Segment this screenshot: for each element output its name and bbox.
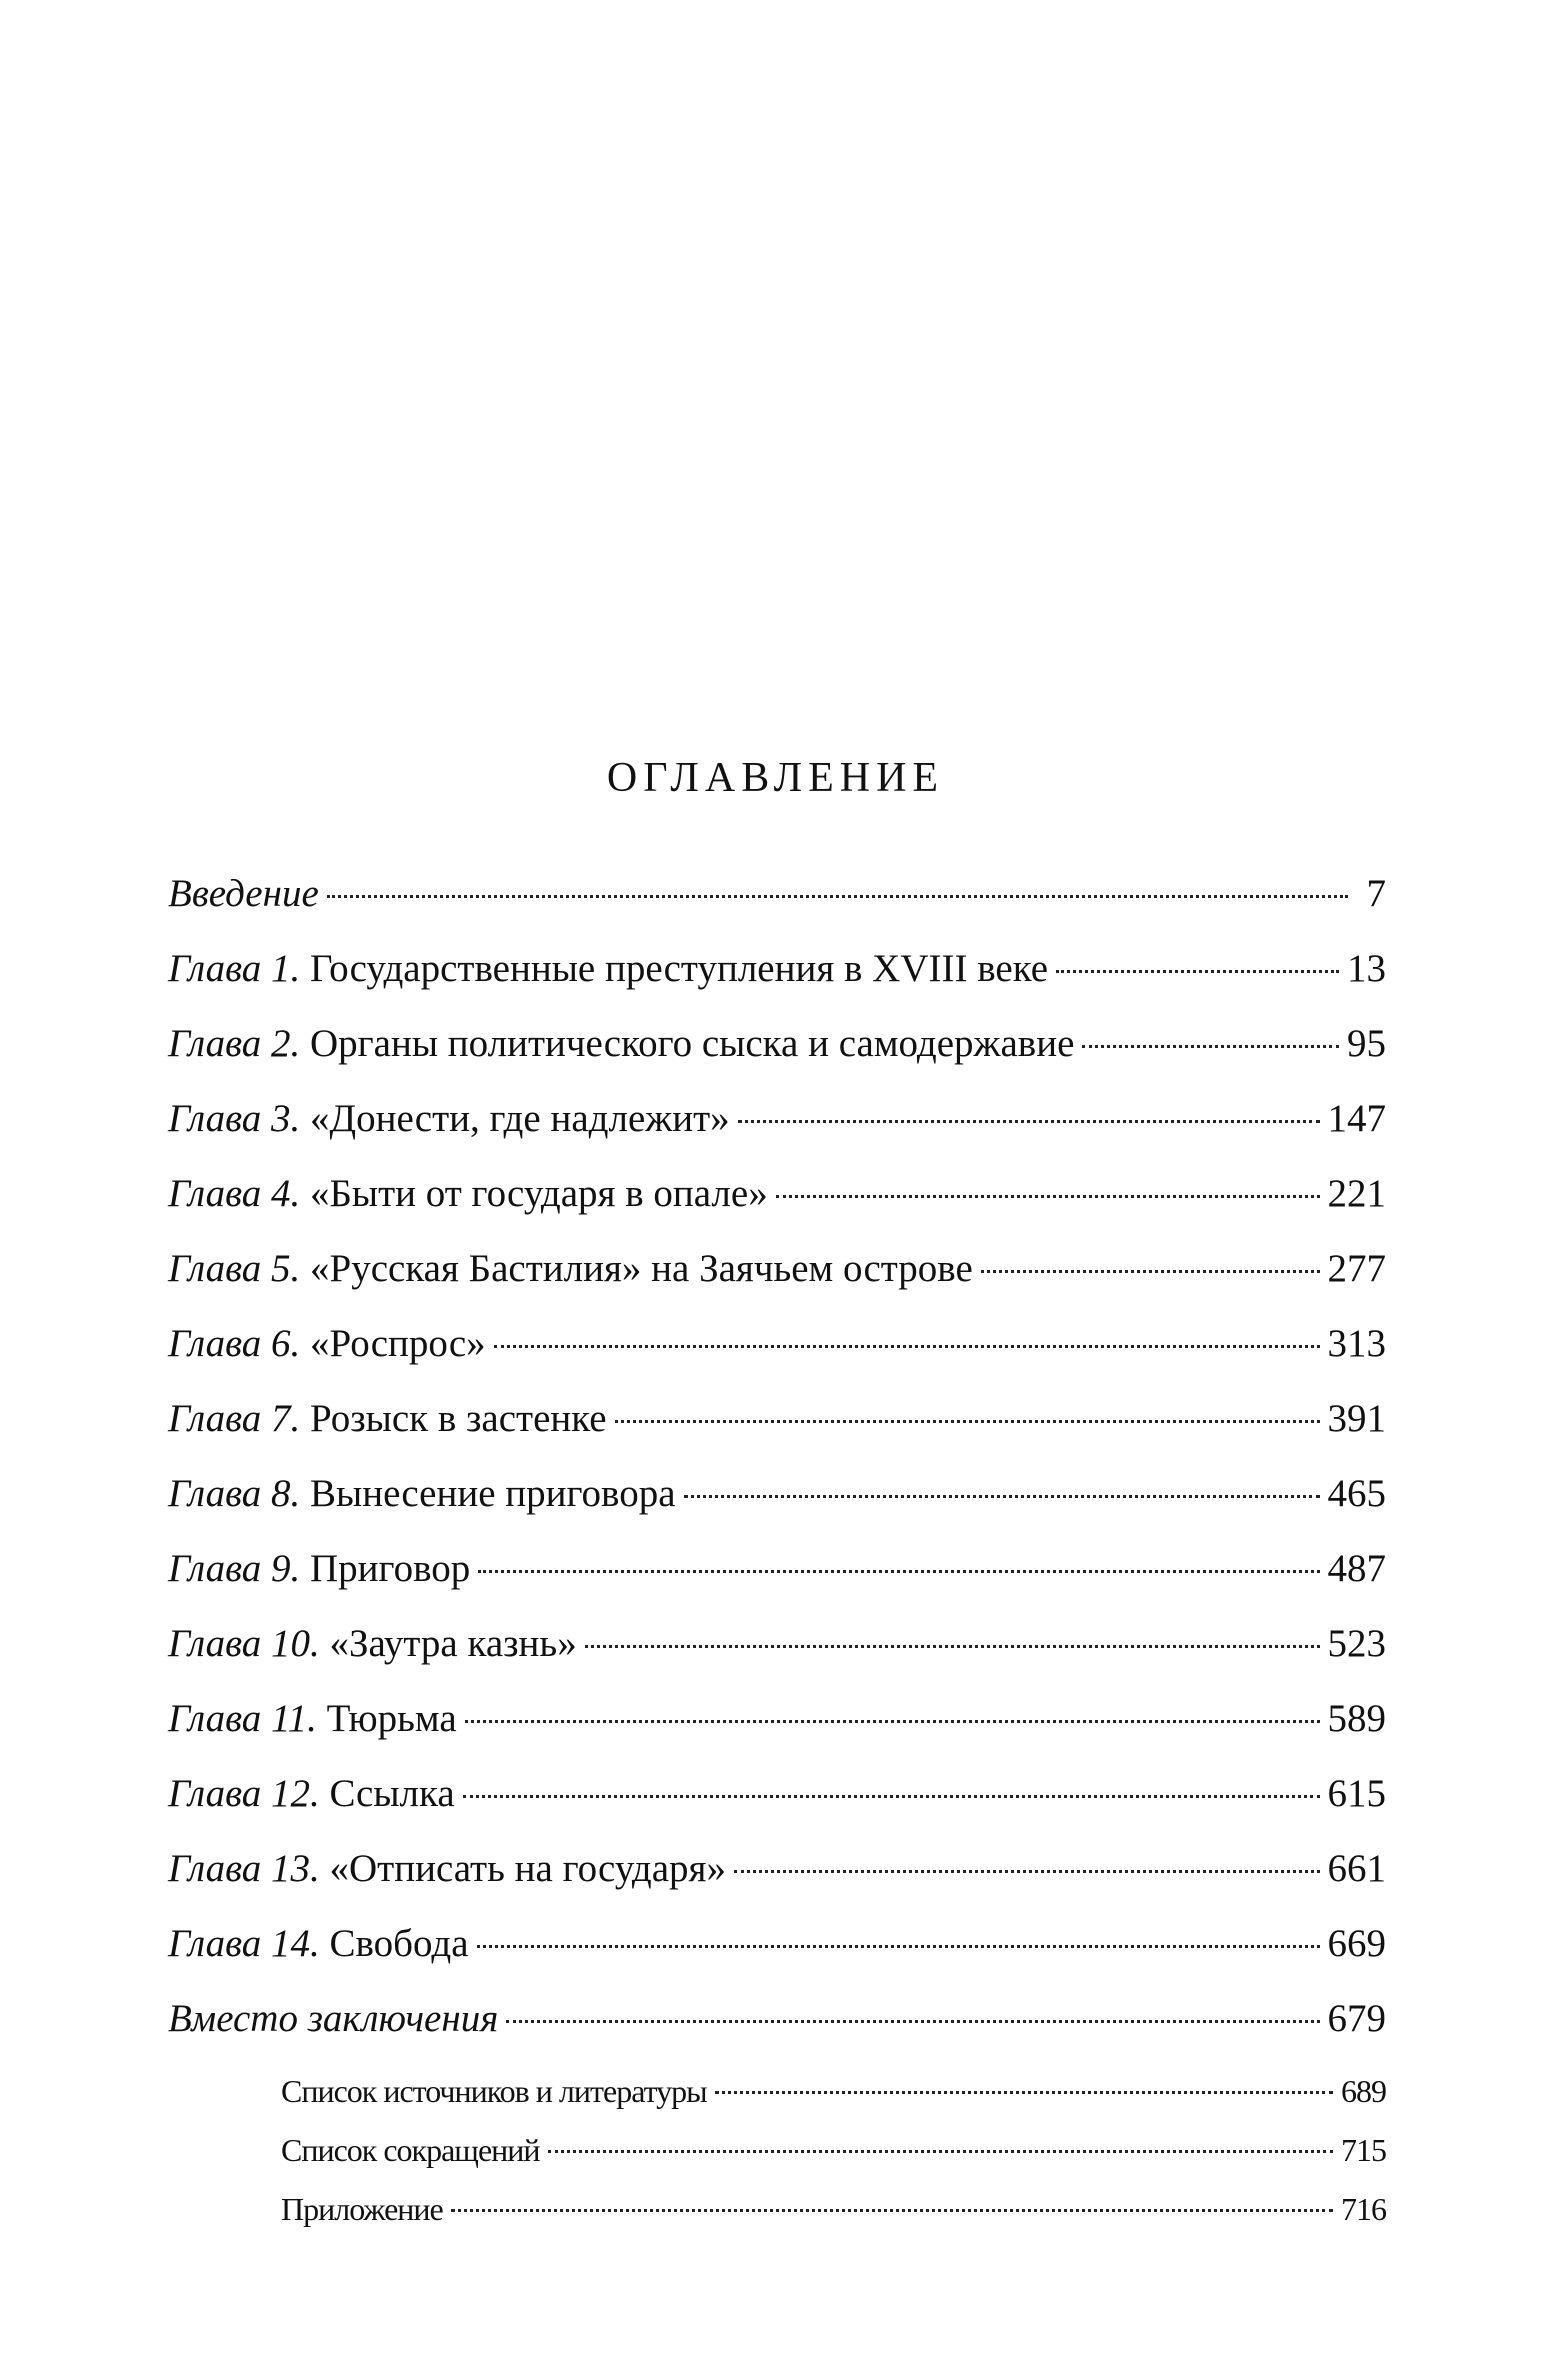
toc-entry-prefix: Глава 10. [168,1622,320,1665]
toc-entry-chapter-5[interactable] [168,1231,1386,1306]
dot-leader [506,2020,1319,2023]
toc-entry-conclusion[interactable] [168,1981,1386,2056]
toc-entry-title: Розыск в застенке [310,1397,607,1440]
dot-leader [738,1120,1320,1123]
toc-page-number: 715 [1341,2132,1386,2168]
dot-leader [715,2091,1333,2094]
dot-leader [1056,970,1339,973]
toc-entry-prefix: Глава 13. [168,1847,320,1890]
toc-entry-title: «Русская Бастилия» на Заячьем острове [310,1247,973,1290]
toc-page-number: 661 [1327,1847,1386,1890]
dot-leader [463,1795,1320,1798]
toc-entry-prefix: Введение [168,872,319,915]
toc-entry-chapter-7[interactable] [168,1381,1386,1456]
toc-page-number: 689 [1341,2073,1386,2109]
toc-entry-title: Государственные преступления в XVIII веке [310,947,1049,990]
toc-entry-label [168,1531,470,1606]
toc-entry-chapter-14[interactable] [168,1906,1386,1981]
toc-page-number: 465 [1327,1472,1386,1515]
toc-page-number: 487 [1327,1547,1386,1590]
dot-leader [548,2150,1333,2153]
toc-entry-prefix: Глава 4. [168,1172,301,1215]
toc-entry-title: «Заутра казнь» [329,1622,577,1665]
toc-entry-chapter-2[interactable] [168,1006,1386,1081]
toc-entry-label [168,931,1048,1006]
toc-entry-label [168,1456,676,1531]
toc-entry-chapter-13[interactable] [168,1831,1386,1906]
toc-entry-title: «Отписать на государя» [329,1847,726,1890]
toc-entry-chapter-6[interactable] [168,1306,1386,1381]
toc-page-number: 7 [1366,872,1386,915]
toc-entry-label [168,856,319,931]
toc-entry-chapter-4[interactable] [168,1156,1386,1231]
toc-entry-title: Список источников и литературы [281,2073,707,2109]
toc-page-number: 277 [1327,1247,1386,1290]
table-of-contents [168,856,1386,2239]
toc-entry-prefix: Глава 2. [168,1022,301,1065]
toc-entry-chapter-3[interactable] [168,1081,1386,1156]
toc-entry-title: Свобода [329,1922,469,1965]
toc-entry-chapter-11[interactable] [168,1681,1386,1756]
toc-entry-title: Вынесение приговора [310,1472,676,1515]
toc-entry-prefix: Глава 6. [168,1322,301,1365]
toc-entry-chapter-9[interactable] [168,1531,1386,1606]
toc-entry-prefix: Глава 11. [168,1697,317,1740]
toc-page-number: 221 [1327,1172,1386,1215]
toc-entry-label [168,1831,726,1906]
toc-entry-title: Тюрьма [326,1697,457,1740]
toc-entry-title: Органы политического сыска и самодержавие [310,1022,1075,1065]
toc-page-number: 589 [1327,1697,1386,1740]
toc-entry-chapter-10[interactable] [168,1606,1386,1681]
toc-entry-prefix: Глава 7. [168,1397,301,1440]
toc-page-number: 669 [1327,1922,1386,1965]
toc-entry-prefix: Глава 14. [168,1922,320,1965]
dot-leader [615,1420,1320,1423]
toc-page-number: 13 [1347,947,1386,990]
toc-entry-label [168,1381,607,1456]
dot-leader [477,1945,1320,1948]
toc-entry-title: Приговор [310,1547,471,1590]
toc-page-number: 313 [1327,1322,1386,1365]
toc-entry-prefix: Глава 9. [168,1547,301,1590]
toc-entry-label [168,1231,973,1306]
dot-leader [585,1645,1320,1648]
toc-entry-prefix: Глава 3. [168,1097,301,1140]
toc-entry-title: «Роспрос» [310,1322,486,1365]
toc-page-number: 95 [1347,1022,1386,1065]
dot-leader [776,1195,1320,1198]
toc-entry-label [168,1156,768,1231]
dot-leader [981,1270,1320,1273]
toc-page-number: 679 [1327,1997,1386,2040]
toc-entry-prefix: Глава 8. [168,1472,301,1515]
toc-entry-title: Приложение [281,2191,443,2227]
dot-leader [327,895,1348,898]
toc-entry-title: «Донести, где надлежит» [310,1097,730,1140]
page-title: ОГЛАВЛЕНИЕ [606,755,945,801]
toc-entry-label [168,1906,469,1981]
toc-entry-prefix: Глава 5. [168,1247,301,1290]
toc-page-number: 716 [1341,2191,1386,2227]
toc-entry-label [168,1681,457,1756]
toc-entry-label [168,1981,498,2056]
toc-entry-label [168,1606,577,1681]
toc-entry-chapter-1[interactable] [168,931,1386,1006]
toc-entry-prefix: Глава 1. [168,947,301,990]
toc-page-number: 391 [1327,1397,1386,1440]
toc-entry-chapter-12[interactable] [168,1756,1386,1831]
toc-entry-title: «Быти от государя в опале» [310,1172,768,1215]
toc-entry-abbreviations[interactable] [168,2121,1386,2180]
dot-leader [478,1570,1319,1573]
toc-entry-introduction[interactable] [168,856,1386,931]
toc-entry-title: Список сокращений [281,2132,540,2168]
toc-page-number: 523 [1327,1622,1386,1665]
toc-entry-appendix[interactable] [168,2180,1386,2239]
dot-leader [465,1720,1320,1723]
toc-entry-label [168,1306,486,1381]
toc-entry-sources[interactable] [168,2062,1386,2121]
toc-page-number: 147 [1327,1097,1386,1140]
dot-leader [494,1345,1320,1348]
toc-entry-title: Ссылка [329,1772,455,1815]
dot-leader [684,1495,1320,1498]
toc-entry-label [168,1006,1074,1081]
dot-leader [1082,1045,1339,1048]
toc-entry-label [168,1756,455,1831]
toc-entry-chapter-8[interactable] [168,1456,1386,1531]
dot-leader [451,2209,1333,2212]
toc-entry-prefix: Вместо заключения [168,1997,499,2040]
toc-entry-label [168,1081,730,1156]
toc-entry-prefix: Глава 12. [168,1772,320,1815]
toc-page-number: 615 [1327,1772,1386,1815]
dot-leader [734,1870,1320,1873]
